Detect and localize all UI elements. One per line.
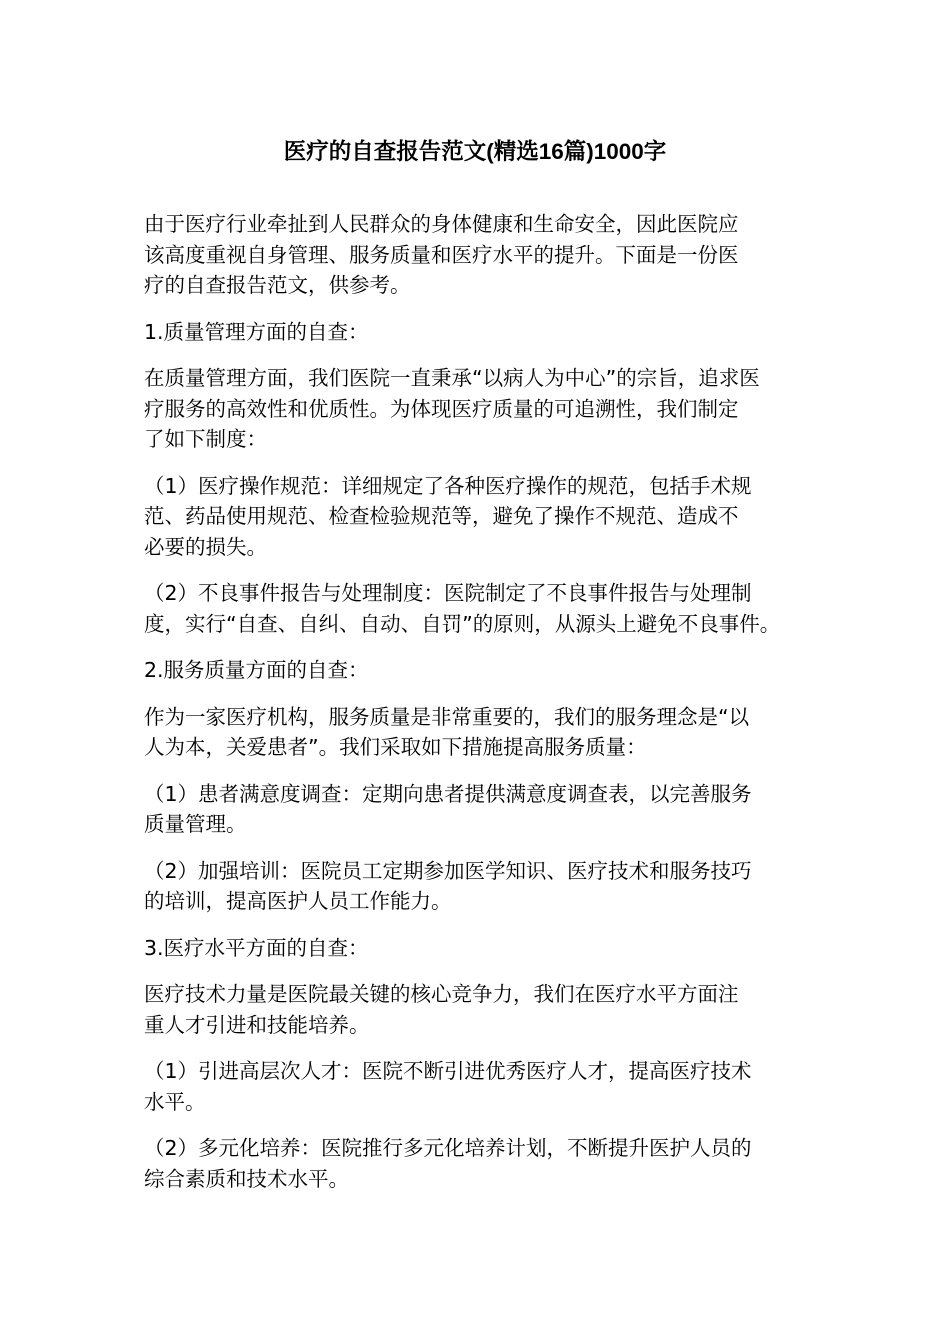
paragraph-line: 疗服务的高效性和优质性。为体现医疗质量的可追溯性，我们制定 [144, 396, 739, 421]
paragraph [144, 655, 822, 686]
paragraph-line: 2.服务质量方面的自查： [144, 658, 369, 682]
paragraph-line: 度，实行“自查、自纠、自动、自罚”的原则，从源头上避免不良事件。 [144, 611, 781, 636]
paragraph [144, 933, 822, 964]
paragraph [144, 363, 822, 455]
paragraph-line: 由于医疗行业牵扯到人民群众的身体健康和生命安全，因此医院应 [144, 212, 739, 236]
paragraph-line: 重人才引进和技能培养。 [144, 1012, 370, 1037]
paragraph-line: 3.医疗水平方面的自查： [144, 935, 369, 960]
paragraph [144, 979, 822, 1040]
document-title: 医疗的自查报告范文(精选16篇)1000字 [283, 139, 667, 164]
paragraph-line: 必要的损失。 [144, 534, 267, 559]
paragraph [144, 779, 822, 840]
paragraph-line: 范、药品使用规范、检查检验规范等，避免了操作不规范、造成不 [144, 504, 739, 528]
paragraph [144, 209, 822, 301]
paragraph-line: 综合素质和技术水平。 [144, 1166, 349, 1191]
paragraph-line: 的培训，提高医护人员工作能力。 [144, 889, 452, 913]
paragraph-line: （2）加强培训：医院员工定期参加医学知识、医疗技术和服务技巧 [144, 858, 752, 883]
paragraph-line: 在质量管理方面，我们医院一直秉承“以病人为中心”的宗旨，追求医 [144, 366, 760, 390]
paragraph-line: 医疗技术力量是医院最关键的核心竞争力，我们在医疗水平方面注 [144, 982, 739, 1006]
paragraph-line: 1.质量管理方面的自查： [144, 319, 369, 344]
paragraph-line: 作为一家医疗机构，服务质量是非常重要的，我们的服务理念是“以 [144, 704, 750, 729]
paragraph-line: （1）引进高层次人才：医院不断引进优秀医疗人才，提高医疗技术 [144, 1059, 752, 1083]
paragraph-line: 了如下制度： [144, 427, 267, 451]
paragraph [144, 856, 822, 917]
paragraph [144, 317, 822, 348]
paragraph-line: （1）患者满意度调查：定期向患者提供满意度调查表，以完善服务 [144, 781, 752, 806]
paragraph [144, 1133, 822, 1194]
paragraph-line: （2）不良事件报告与处理制度：医院制定了不良事件报告与处理制 [144, 581, 752, 605]
paragraph-line: （1）医疗操作规范：详细规定了各种医疗操作的规范，包括手术规 [144, 473, 752, 498]
paragraph-line: 质量管理。 [144, 812, 247, 836]
paragraph-line: 该高度重视自身管理、服务质量和医疗水平的提升。下面是一份医 [144, 242, 739, 267]
paragraph [144, 471, 822, 563]
document-body [144, 209, 822, 1210]
paragraph [144, 1056, 822, 1117]
paragraph-line: 水平。 [144, 1089, 206, 1114]
paragraph [144, 578, 822, 639]
paragraph [144, 702, 822, 763]
paragraph-line: 人为本，关爱患者”。我们采取如下措施提高服务质量： [144, 735, 647, 759]
paragraph-line: 疗的自查报告范文，供参考。 [144, 273, 411, 297]
paragraph-line: （2）多元化培养：医院推行多元化培养计划，不断提升医护人员的 [144, 1136, 752, 1160]
